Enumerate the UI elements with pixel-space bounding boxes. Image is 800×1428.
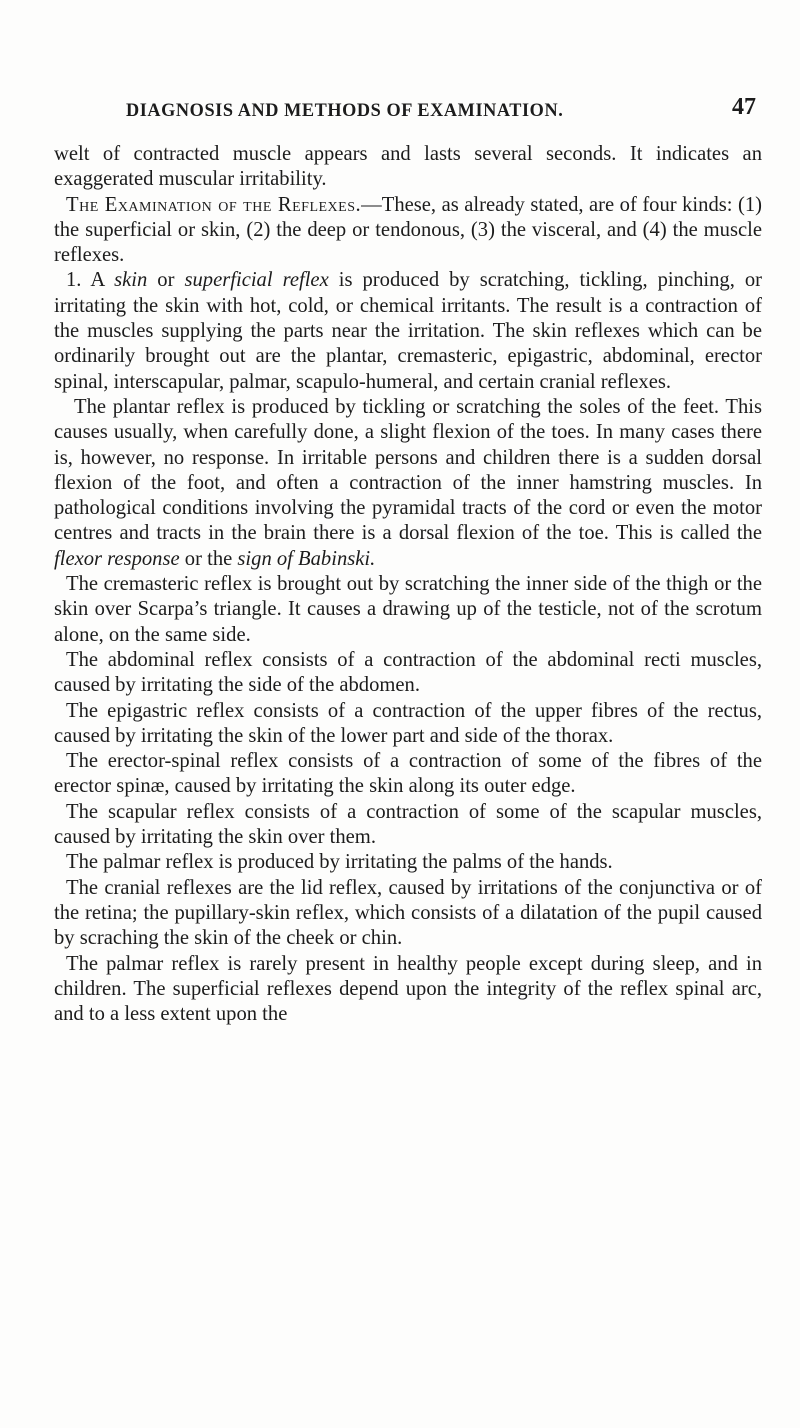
term-superficial-reflex: superficial reflex xyxy=(184,269,329,292)
paragraph-palmar-reflex: The palmar reflex is produced by irritating the palms of the hands. xyxy=(66,851,613,874)
section-heading: The Examination of the Reflexes. xyxy=(66,193,362,216)
paragraph-abdominal-reflex: The abdominal reflex consists of a contraction of the abdominal recti muscles, caused by irritating the side of the abdomen. xyxy=(54,648,762,697)
paragraph-scapular-reflex: The scapular reflex consists of a contraction of some of the scapular muscles, caused by irritating the skin over them. xyxy=(54,800,762,849)
paragraph-reflexes-intro xyxy=(54,193,762,269)
paragraph-erector-spinal-reflex: The erector-spinal reflex consists of a contraction of some of the fibres of the erector spinæ, caused by irritating the skin along its outer edge. xyxy=(54,750,762,798)
page-number: 47 xyxy=(732,94,756,120)
paragraph-skin-reflex xyxy=(54,268,762,394)
paragraph-text: The plantar reflex is produced by tickling or scratching the soles of the feet. This causes usually, when carefully done, a slight flexion of the toes. In many cases there is, however, no response. In irritable persons and children there is a sudden dorsal flexion of the foot, and often a contraction of the inner hamstring muscles. In pathological conditions involving the pyramidal tracts of the cord or even the motor centres and tracts in the brain there is a dorsal flexion of the toe. This is called the xyxy=(54,395,762,545)
paragraph-cranial-reflexes: The cranial reflexes are the lid reflex, caused by irritations of the conjunctiva or of the retina; the pupillary-skin reflex, which consists of a dilatation of the pupil caused by scraching the skin of the cheek or chin. xyxy=(54,876,762,950)
paragraph-cremasteric-reflex: The cremasteric reflex is brought out by scratching the inner side of the thigh or the skin over Scarpa’s triangle. It causes a drawing up of the testicle, not of the scrotum alone, on the same side. xyxy=(54,573,762,646)
paragraph-text: or xyxy=(147,269,185,292)
paragraph-text: 1. A xyxy=(66,269,115,292)
term-flexor-response: flexor response xyxy=(54,547,180,570)
paragraph-welt: welt of contracted muscle appears and lasts several seconds. It indicates an exaggerated muscular irritability. xyxy=(54,143,762,191)
paragraph-text: —These, as already stated, are of four kinds: (1) the superficial or skin, (2) the deep or tendonous, (3) the visceral, and (4) the muscle reflexes. xyxy=(54,193,762,267)
term-sign-of-babinski: sign of Babinski. xyxy=(237,547,376,570)
paragraph-plantar-reflex xyxy=(54,395,762,572)
term-skin: skin xyxy=(114,269,148,292)
paragraph-text: is produced by scratching, tickling, pinching, or irritating the skin with hot, cold, or chemical irritants. The result is a contraction of the muscles supplying the parts near the irritation. The skin reflexes which can be ordinarily brought out are the plantar, cremasteric, epigastric, abdominal, erector spinal, interscapular, palmar, scapulo-humeral, and certain cranial reflexes. xyxy=(54,269,763,393)
paragraph-palmar-reflex-note: The palmar reflex is rarely present in healthy people except during sleep, and in children. The superficial reflexes depend upon the integrity of the reflex spinal arc, and to a less extent upon the xyxy=(54,952,762,1026)
running-head xyxy=(126,96,756,126)
body-text xyxy=(54,142,762,1027)
paragraph-text: or the xyxy=(179,547,238,570)
running-title: DIAGNOSIS AND METHODS OF EXAMINATION. xyxy=(126,100,564,121)
paragraph-epigastric-reflex: The epigastric reflex consists of a contraction of the upper fibres of the rectus, caused by irritating the skin of the lower part and side of the thorax. xyxy=(54,699,762,747)
